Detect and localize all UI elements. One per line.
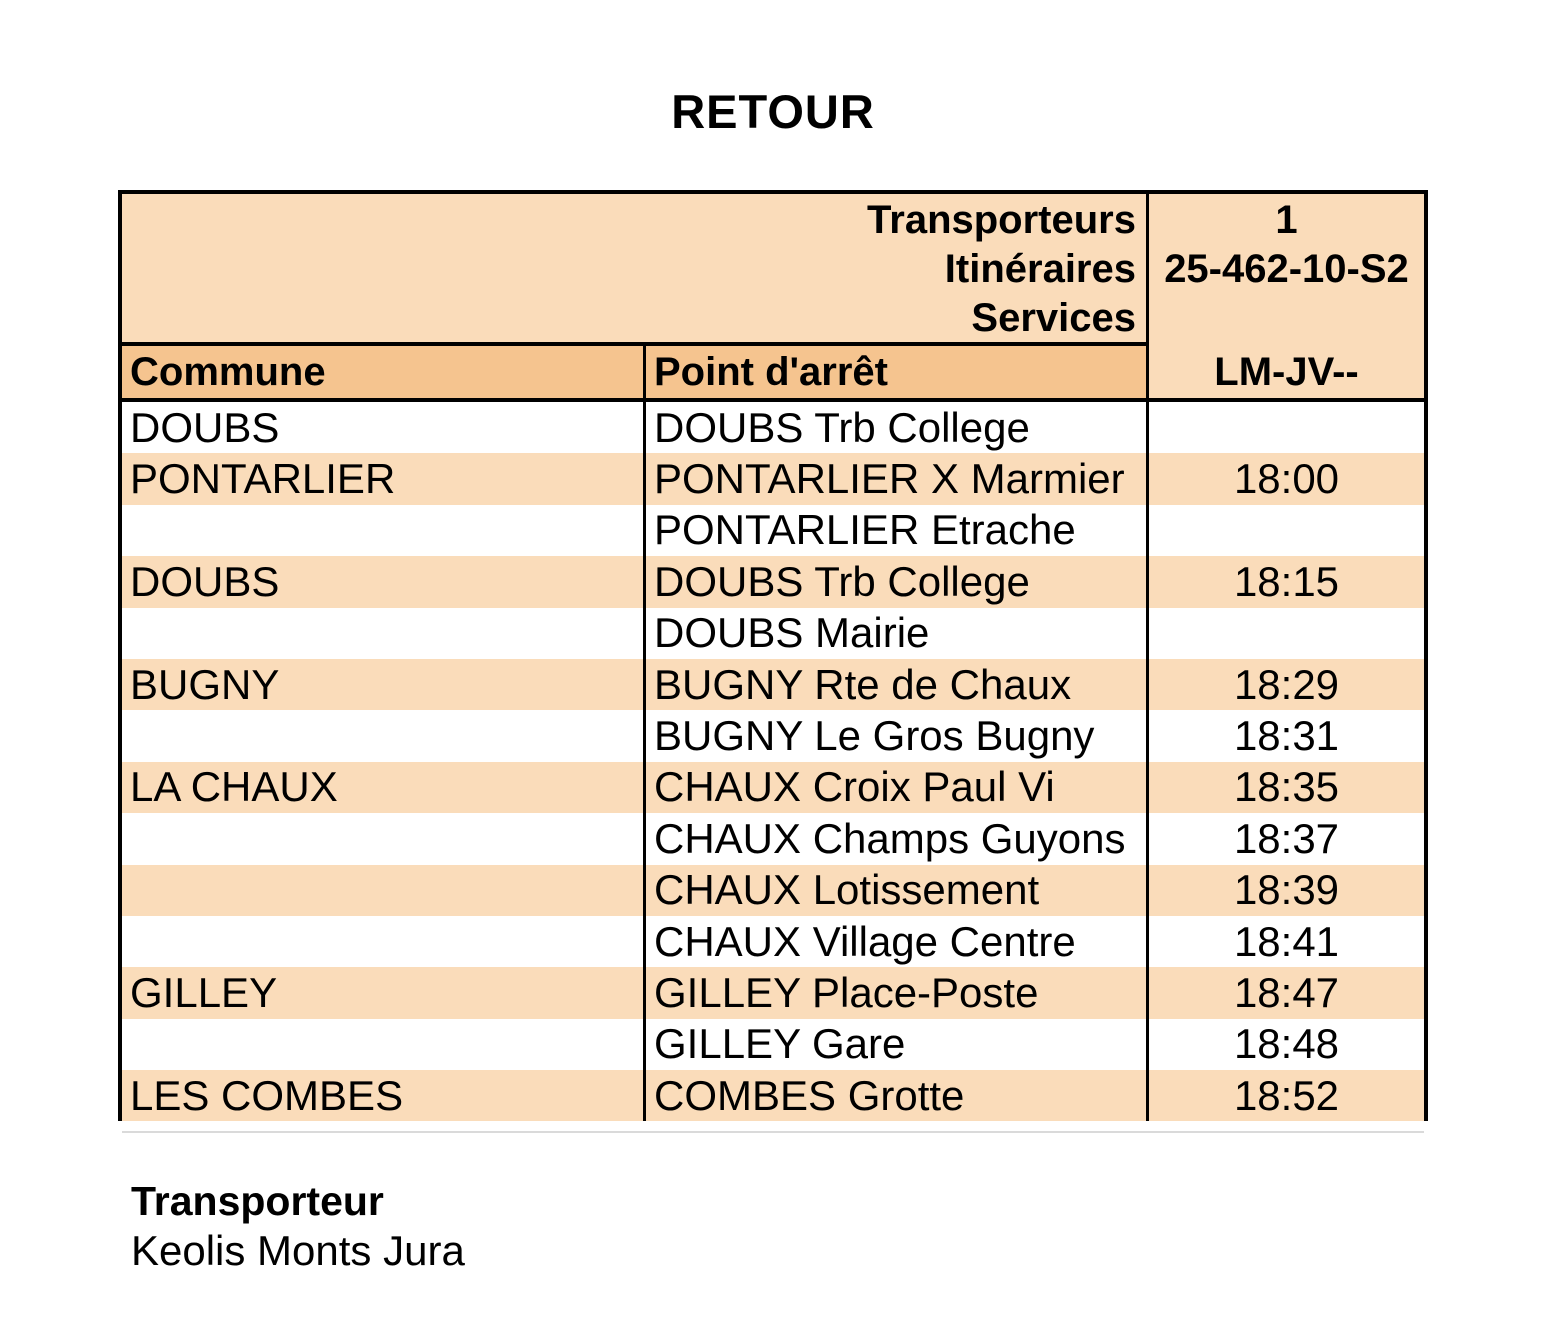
header-label-services: Services	[971, 296, 1136, 340]
stop-cell: BUGNY Rte de Chaux	[654, 660, 1072, 708]
commune-cell	[122, 710, 646, 761]
table-row	[122, 916, 1424, 967]
stop-cell: DOUBS Mairie	[654, 609, 930, 657]
stop-cell: GILLEY Place-Poste	[654, 968, 1039, 1016]
time-cell	[1146, 505, 1424, 556]
header-service-cell	[1146, 194, 1424, 346]
table-row	[122, 710, 1424, 761]
stop-cell: CHAUX Croix Paul Vi	[654, 763, 1055, 811]
transporteur-number: 1	[1275, 198, 1298, 242]
commune-cell	[122, 916, 646, 967]
column-header-stop: Point d'arrêt	[646, 346, 1146, 398]
commune-cell	[122, 865, 646, 916]
time-cell	[1146, 608, 1424, 659]
commune-cell: GILLEY	[122, 967, 646, 1018]
header-label-transporteurs: Transporteurs	[867, 198, 1136, 242]
time-cell: 18:48	[1146, 1019, 1424, 1070]
commune-cell	[122, 505, 646, 556]
time-cell: 18:52	[1146, 1070, 1424, 1121]
stop-cell: DOUBS Trb College	[654, 557, 1030, 605]
stop-cell: CHAUX Champs Guyons	[654, 814, 1126, 862]
time-cell: 18:37	[1146, 813, 1424, 864]
header-corner-labels	[122, 194, 1146, 346]
footer-operator-name: Keolis Monts Jura	[131, 1227, 465, 1274]
table-row	[122, 556, 1424, 607]
table-column-header-row	[122, 346, 1424, 402]
table-row	[122, 453, 1424, 504]
time-cell: 18:29	[1146, 659, 1424, 710]
commune-cell: LA CHAUX	[122, 762, 646, 813]
commune-cell	[122, 813, 646, 864]
time-cell	[1146, 402, 1424, 453]
stop-cell: GILLEY Gare	[654, 1020, 906, 1068]
stop-cell: COMBES Grotte	[654, 1071, 965, 1119]
time-cell: 18:39	[1146, 865, 1424, 916]
stop-cell: DOUBS Trb College	[654, 403, 1030, 451]
commune-cell	[122, 608, 646, 659]
commune-cell: LES COMBES	[122, 1070, 646, 1121]
table-row	[122, 1070, 1424, 1121]
table-row	[122, 762, 1424, 813]
time-cell: 18:47	[1146, 967, 1424, 1018]
commune-cell: BUGNY	[122, 659, 646, 710]
time-cell: 18:31	[1146, 710, 1424, 761]
time-cell: 18:35	[1146, 762, 1424, 813]
timetable-table	[118, 190, 1428, 1121]
stop-cell: BUGNY Le Gros Bugny	[654, 712, 1095, 760]
table-row	[122, 608, 1424, 659]
footer-transporteur-label: Transporteur	[131, 1178, 384, 1224]
commune-cell	[122, 1019, 646, 1070]
stop-cell: CHAUX Lotissement	[654, 866, 1040, 914]
time-cell: 18:15	[1146, 556, 1424, 607]
stop-cell: CHAUX Village Centre	[654, 917, 1076, 965]
time-cell: 18:41	[1146, 916, 1424, 967]
table-row	[122, 402, 1424, 453]
time-cell: 18:00	[1146, 453, 1424, 504]
stop-cell: PONTARLIER Etrache	[654, 506, 1076, 554]
header-label-itineraires: Itinéraires	[944, 247, 1136, 291]
table-row	[122, 1019, 1424, 1070]
itineraire-code: 25-462-10-S2	[1164, 247, 1409, 291]
table-row	[122, 865, 1424, 916]
table-row	[122, 505, 1424, 556]
commune-cell: DOUBS	[122, 402, 646, 453]
page-title: RETOUR	[671, 85, 875, 138]
page-cut-line	[122, 1131, 1424, 1133]
commune-cell: DOUBS	[122, 556, 646, 607]
column-header-commune: Commune	[122, 346, 646, 398]
table-header-top-row	[122, 194, 1424, 346]
service-days-cell: LM-JV--	[1146, 346, 1424, 398]
commune-cell: PONTARLIER	[122, 453, 646, 504]
footer	[131, 1176, 465, 1276]
timetable-rows	[122, 402, 1424, 1121]
table-row	[122, 659, 1424, 710]
table-row	[122, 813, 1424, 864]
stop-cell: PONTARLIER X Marmier	[654, 455, 1125, 503]
table-row	[122, 967, 1424, 1018]
